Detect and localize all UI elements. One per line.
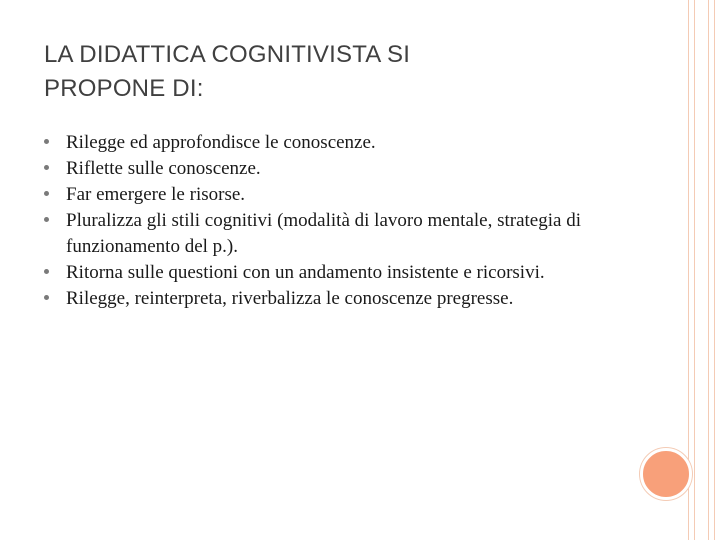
decorative-circle-icon [640, 448, 692, 500]
bullet-item [44, 260, 604, 286]
bullet-dot-icon [44, 165, 49, 170]
slide-title-line: LA DIDATTICA COGNITIVISTA SI [44, 41, 411, 68]
decorative-rule [694, 0, 695, 540]
slide-title-line: PROPONE DI: [44, 75, 204, 102]
bullet-text: Ritorna sulle questioni con un andamento insistente e ricorsivi. [66, 262, 545, 283]
decorative-rule [708, 0, 709, 540]
bullet-text: Rilegge ed approfondisce le conoscenze. [66, 132, 376, 153]
bullet-item [44, 208, 604, 260]
bullet-text: Riflette sulle conoscenze. [66, 158, 261, 179]
slide-title [44, 38, 644, 106]
bullet-item [44, 156, 604, 182]
bullet-item [44, 286, 604, 312]
bullet-dot-icon [44, 139, 49, 144]
bullet-item [44, 182, 604, 208]
bullet-text: Rilegge, reinterpreta, riverbalizza le conoscenze pregresse. [66, 288, 514, 309]
bullet-text: Far emergere le risorse. [66, 184, 246, 205]
bullet-dot-icon [44, 217, 49, 222]
decorative-rule [714, 0, 715, 540]
bullet-text: Pluralizza gli stili cognitivi (modalità di lavoro mentale, strategia di funzionamento del p.). [66, 210, 581, 257]
bullet-dot-icon [44, 191, 49, 196]
bullet-list [44, 130, 604, 312]
bullet-dot-icon [44, 269, 49, 274]
bullet-dot-icon [44, 295, 49, 300]
decorative-rule [688, 0, 689, 540]
bullet-item [44, 130, 604, 156]
